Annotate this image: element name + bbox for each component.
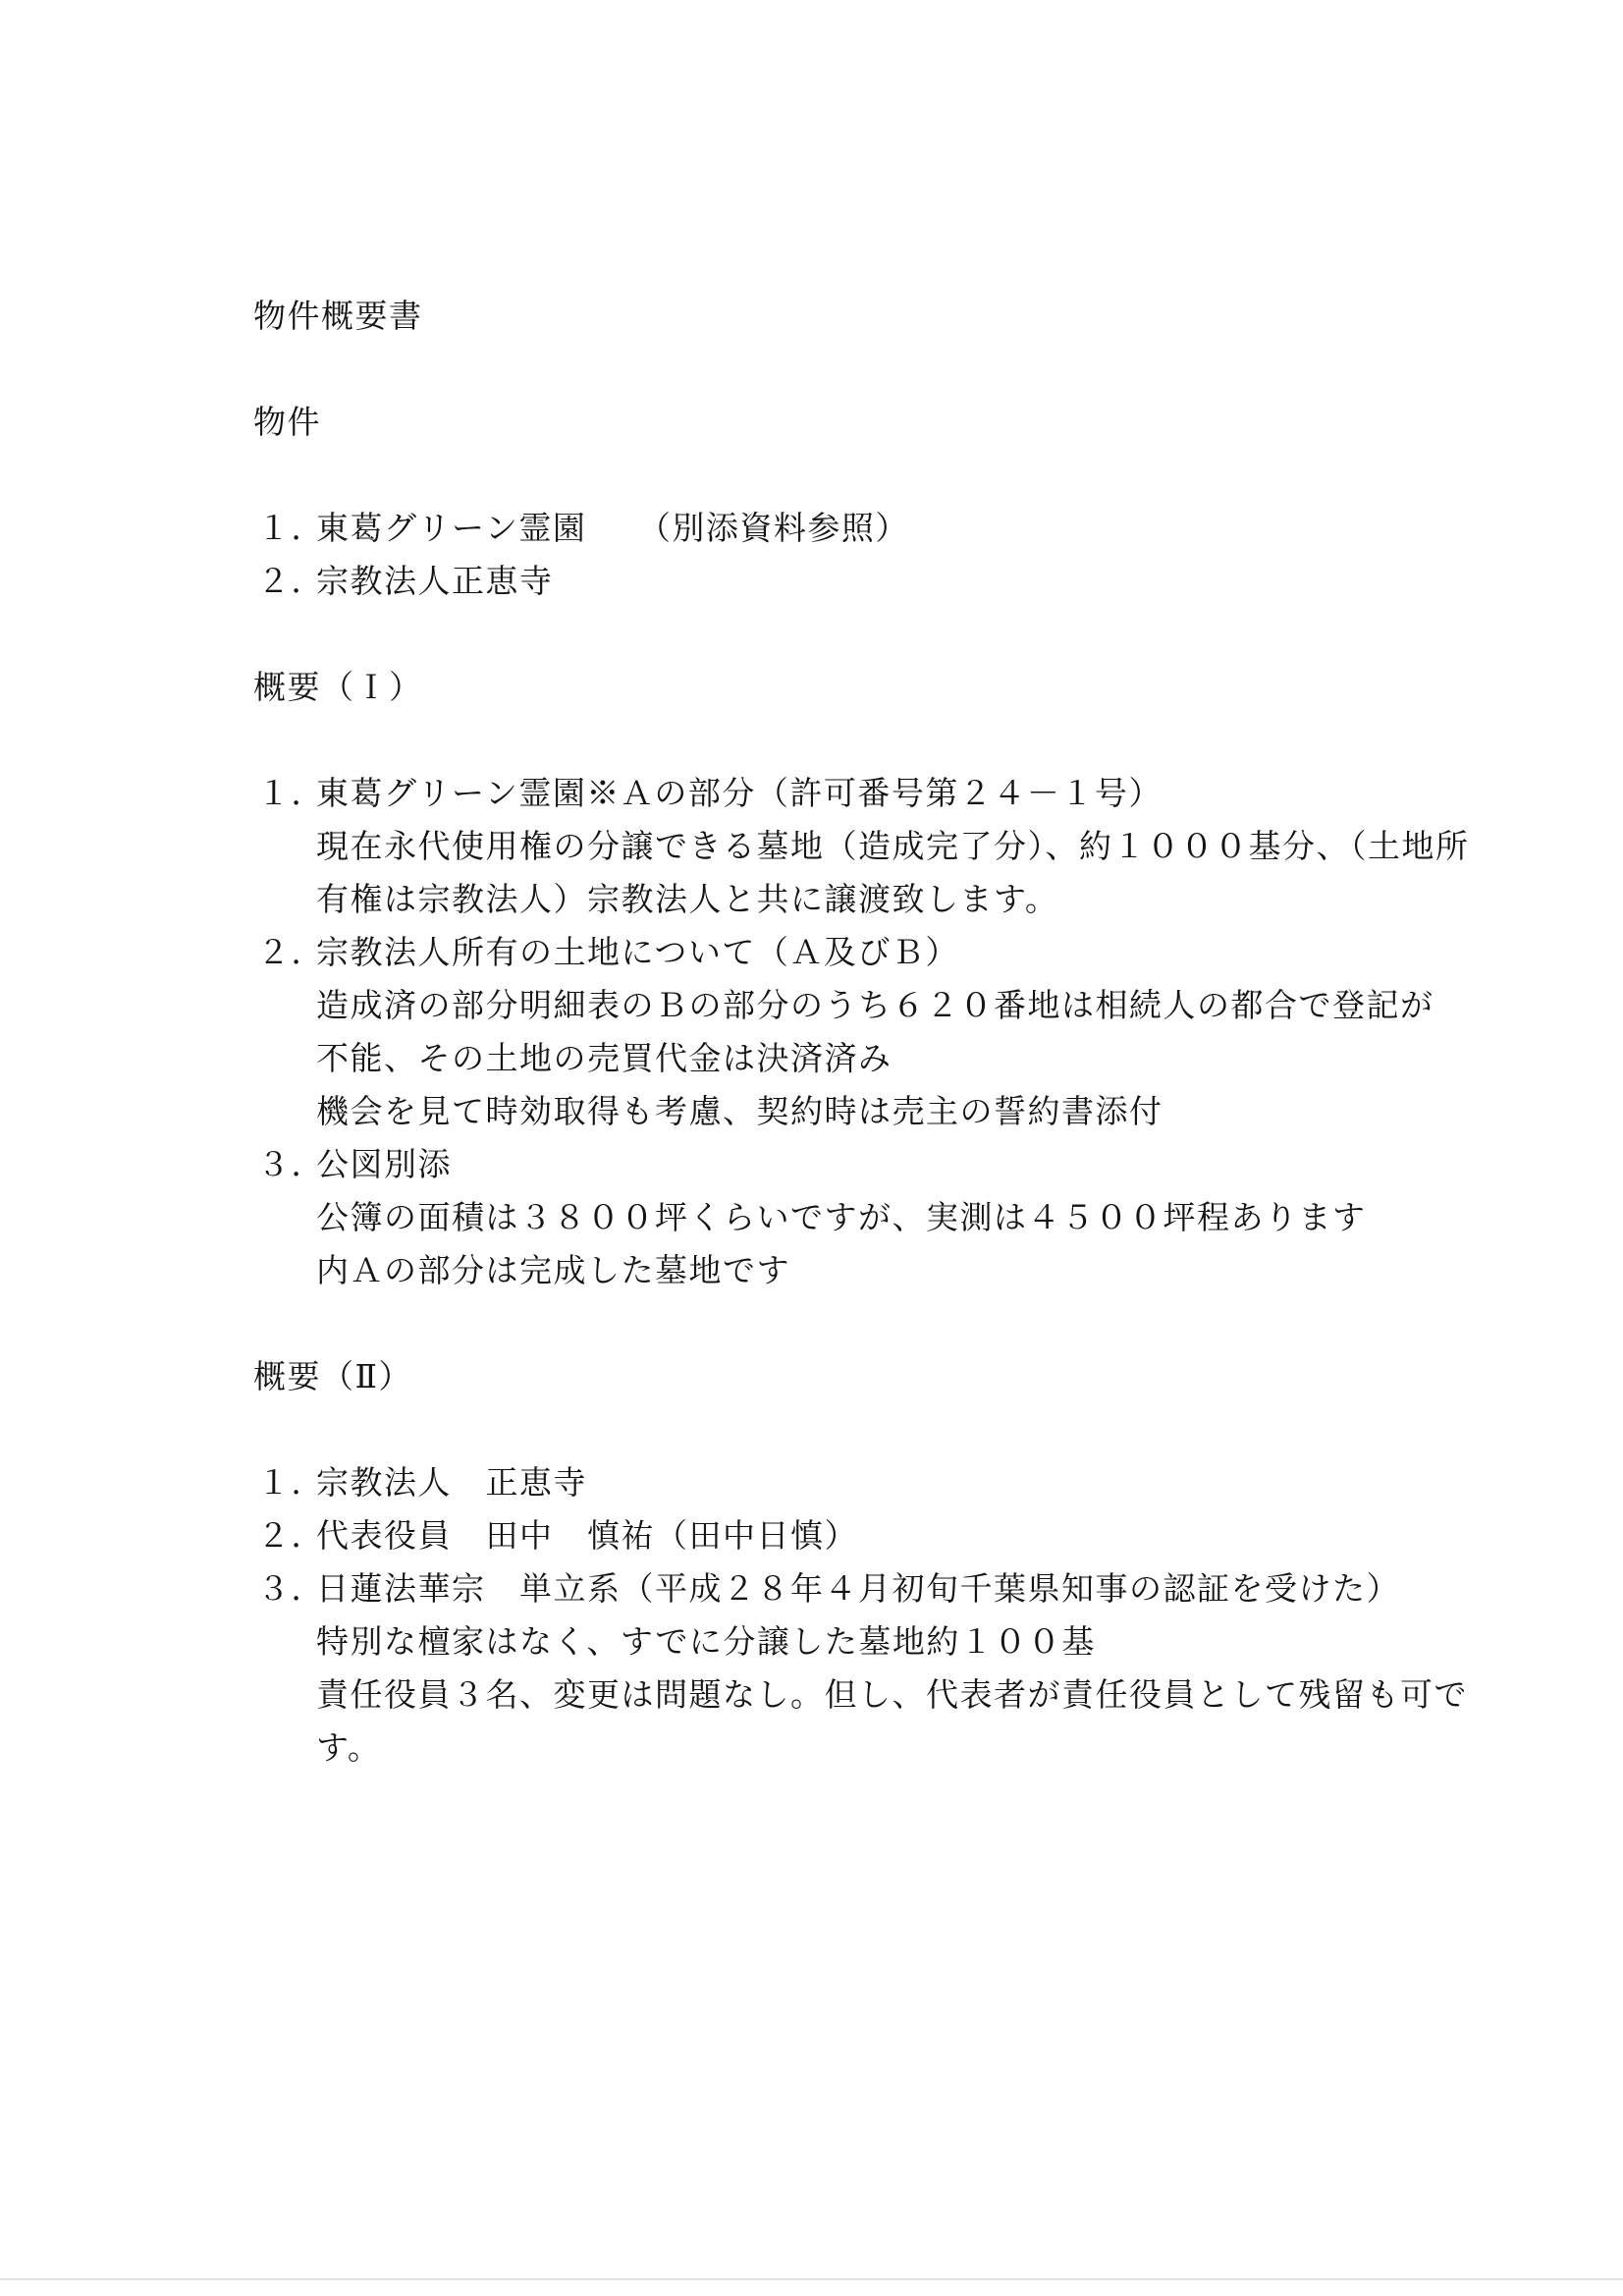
- page-bottom-edge: [0, 2278, 1623, 2280]
- overview-1-item-number: ２．: [257, 933, 325, 971]
- overview-2-item-number: ２．: [257, 1516, 325, 1555]
- overview-1-heading: 概要（Ｉ）: [253, 668, 423, 706]
- overview-1-item-line: 機会を見て時効取得も考慮、契約時は売主の誓約書添付: [316, 1092, 1163, 1130]
- overview-1-item-line: 造成済の部分明細表のＢの部分のうち６２０番地は相続人の都合で登記が: [316, 986, 1434, 1024]
- property-item-number: １．: [257, 509, 325, 547]
- property-heading: 物件: [253, 403, 321, 441]
- overview-2-item-line: 宗教法人 正恵寺: [316, 1463, 587, 1502]
- overview-1-item-number: １．: [257, 774, 325, 812]
- overview-2-heading: 概要（Ⅱ）: [253, 1357, 412, 1395]
- overview-1-item-line: 有権は宗教法人）宗教法人と共に譲渡致します。: [316, 880, 1059, 918]
- overview-1-item-line: 宗教法人所有の土地について（Ａ及びＢ）: [316, 933, 959, 971]
- property-item-text: 宗教法人正恵寺: [316, 562, 554, 600]
- overview-2-item-line: 代表役員 田中 慎祐（田中日慎）: [316, 1516, 858, 1555]
- overview-1-item-number: ３．: [257, 1145, 325, 1183]
- overview-1-item-line: 現在永代使用権の分譲できる墓地（造成完了分）、約１０００基分、（土地所: [316, 827, 1470, 865]
- overview-2-item-number: ３．: [257, 1569, 325, 1608]
- document-title: 物件概要書: [253, 297, 423, 335]
- property-item-text: 東葛グリーン霊園 （別添資料参照）: [316, 509, 909, 547]
- overview-2-item-line: 責任役員３名、変更は問題なし。但し、代表者が責任役員として残留も可で: [316, 1675, 1468, 1714]
- overview-2-item-line: す。: [316, 1728, 382, 1767]
- overview-2-item-line: 特別な檀家はなく、すでに分譲した墓地約１００基: [316, 1622, 1096, 1661]
- overview-1-item-line: 東葛グリーン霊園※Ａの部分（許可番号第２４－１号）: [316, 774, 1163, 812]
- overview-2-item-number: １．: [257, 1463, 325, 1502]
- overview-1-item-line: 不能、その土地の売買代金は決済済み: [316, 1039, 893, 1077]
- property-item-number: ２．: [257, 562, 325, 600]
- overview-2-item-line: 日蓮法華宗 単立系（平成２８年４月初旬千葉県知事の認証を受けた）: [316, 1569, 1400, 1608]
- overview-1-item-line: 公簿の面積は３８００坪くらいですが、実測は４５００坪程あります: [316, 1198, 1367, 1236]
- overview-1-item-line: 公図別添: [316, 1145, 452, 1183]
- overview-1-item-line: 内Ａの部分は完成した墓地です: [316, 1251, 790, 1289]
